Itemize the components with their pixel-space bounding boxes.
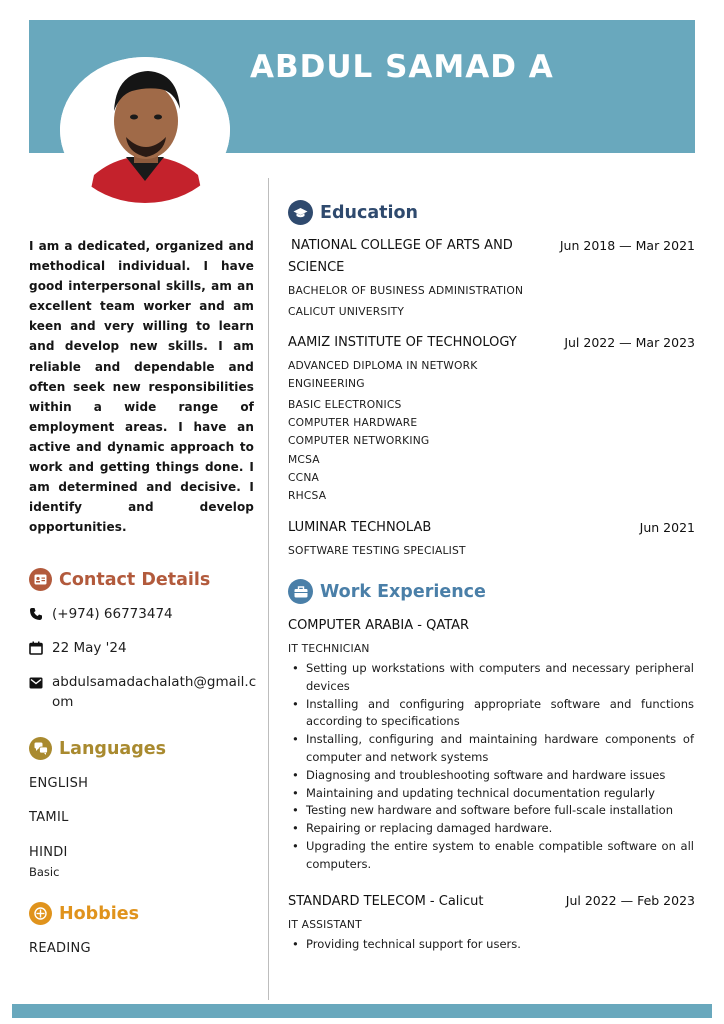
contact-heading: Contact Details <box>59 569 211 590</box>
languages-icon <box>29 737 52 760</box>
work-heading: Work Experience <box>320 581 486 602</box>
education-detail: RHCSA <box>288 489 327 502</box>
job-duties <box>288 936 694 954</box>
education-detail: MCSA <box>288 453 320 466</box>
languages-section-heading <box>29 737 166 760</box>
profile-summary: I am a dedicated, organized and methodical individual. I have good interpersonal skills, am an excellent team worker and am keen and very willing to learn and develop new skills. I am reliable and dependable and often seek new responsibilities within a wide range of employment areas. I have an active and dynamic approach to work and getting things done. I am determined and decisive. I identify and develop opportunities. <box>29 239 254 535</box>
languages-heading: Languages <box>59 738 167 759</box>
language-item: HINDI <box>29 845 68 860</box>
contact-email[interactable]: abdulsamadachalath@gmail.com <box>52 674 257 710</box>
footer-band <box>12 1004 712 1018</box>
education-detail: CALICUT UNIVERSITY <box>288 305 405 318</box>
job-duty: • Maintaining and updating technical documentation regularly <box>288 785 694 803</box>
education-detail: COMPUTER HARDWARE <box>288 416 418 429</box>
education-dates: Jul 2022 — Mar 2023 <box>564 335 695 350</box>
job-role: IT ASSISTANT <box>288 918 362 931</box>
job-duty: • Installing, configuring and maintaining hardware components of computer and network systems <box>288 731 694 767</box>
job-duty: • Providing technical support for users. <box>288 936 694 954</box>
education-detail: SOFTWARE TESTING SPECIALIST <box>288 544 466 557</box>
job-duty: • Upgrading the entire system to enable compatible software on all computers. <box>288 838 694 874</box>
calendar-icon <box>29 638 44 661</box>
job-company: STANDARD TELECOM - Calicut <box>288 894 484 909</box>
education-school: NATIONAL COLLEGE OF ARTS AND <box>291 238 513 253</box>
contact-date-row <box>29 638 260 661</box>
job-duty: • Diagnosing and troubleshooting software and hardware issues <box>288 767 694 785</box>
contact-email-row <box>29 672 260 712</box>
job-duty: • Setting up workstations with computers and necessary peripheral devices <box>288 660 694 696</box>
hobby-item: READING <box>29 941 91 956</box>
education-dates: Jun 2018 — Mar 2021 <box>559 238 695 253</box>
education-section-heading <box>288 200 418 225</box>
contact-section-heading <box>29 568 210 591</box>
contact-phone: (+974) 66773474 <box>52 606 173 622</box>
graduation-cap-icon <box>288 200 313 225</box>
work-section-heading <box>288 579 486 604</box>
contact-date: 22 May '24 <box>52 640 127 656</box>
phone-icon <box>29 604 44 627</box>
education-detail: COMPUTER NETWORKING <box>288 434 430 447</box>
job-company: COMPUTER ARABIA - QATAR <box>288 618 470 633</box>
hobbies-heading: Hobbies <box>59 903 140 924</box>
language-level: Basic <box>29 865 60 879</box>
person-name: ABDUL SAMAD A <box>250 49 554 85</box>
contact-card-icon <box>29 568 52 591</box>
hobbies-section-heading <box>29 902 139 925</box>
job-duty: • Testing new hardware and software before full-scale installation <box>288 802 694 820</box>
language-item: TAMIL <box>29 810 69 825</box>
education-dates: Jun 2021 <box>639 520 695 535</box>
education-detail: ENGINEERING <box>288 377 365 390</box>
job-role: IT TECHNICIAN <box>288 642 370 655</box>
contact-phone-row <box>29 604 260 627</box>
education-school: AAMIZ INSTITUTE OF TECHNOLOGY <box>288 335 517 350</box>
job-duty: • Installing and configuring appropriate software and functions according to specifications <box>288 696 694 732</box>
education-detail: CCNA <box>288 471 320 484</box>
education-school-cont: SCIENCE <box>288 260 345 275</box>
language-item: ENGLISH <box>29 776 89 791</box>
briefcase-icon <box>288 579 313 604</box>
education-heading: Education <box>320 202 418 223</box>
job-dates: Jul 2022 — Feb 2023 <box>565 893 695 908</box>
email-icon <box>29 672 44 712</box>
education-detail: BASIC ELECTRONICS <box>288 398 402 411</box>
column-divider <box>268 178 269 1000</box>
education-detail: ADVANCED DIPLOMA IN NETWORK <box>288 359 478 372</box>
education-school: LUMINAR TECHNOLAB <box>288 520 432 535</box>
education-detail: BACHELOR OF BUSINESS ADMINISTRATION <box>288 284 524 297</box>
job-duties <box>288 660 694 874</box>
profile-photo <box>60 57 230 203</box>
job-duty: • Repairing or replacing damaged hardware. <box>288 820 694 838</box>
hobbies-icon <box>29 902 52 925</box>
